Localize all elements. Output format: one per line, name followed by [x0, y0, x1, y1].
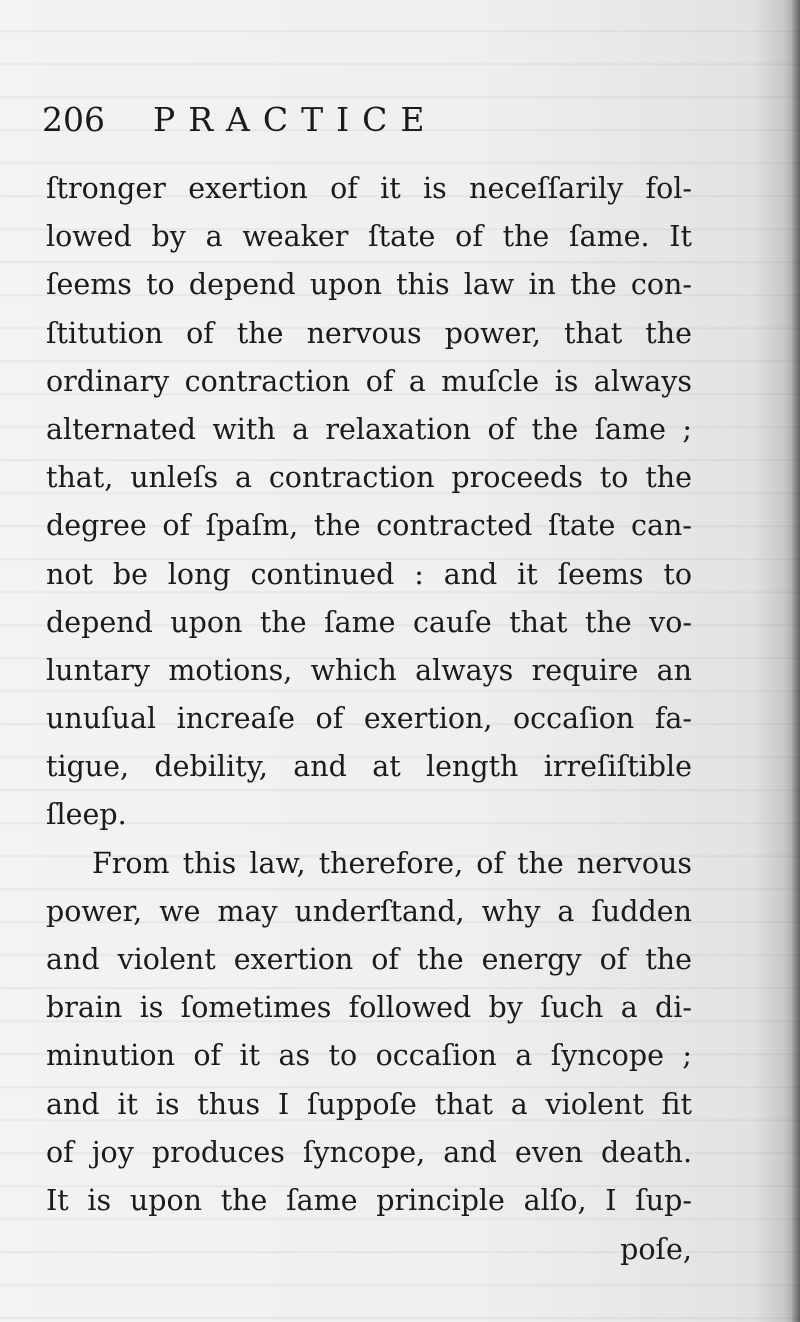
text-line: tigue, debility, and at length irreſiſtible — [46, 750, 692, 784]
text-line: power, we may underſtand, why a ſudden — [46, 894, 692, 928]
text-line: degree of ſpaſm, the contracted ſtate can- — [46, 509, 692, 543]
text-line: minution of it as to occaſion a ſyncope ; — [46, 1039, 692, 1073]
text-line: of joy produces ſyncope, and even death. — [46, 1135, 692, 1169]
text-line: that, unleſs a contraction proceeds to the — [46, 461, 692, 495]
page-number: 206 — [42, 100, 105, 139]
text-line: brain is ſometimes followed by ſuch a di- — [46, 991, 692, 1025]
text-line: and violent exertion of the energy of the — [46, 943, 692, 976]
text-line: alternated with a relaxation of the ſame ; — [46, 412, 692, 446]
text-line: unuſual increaſe of exertion, occaſion fa- — [46, 702, 692, 736]
body-text — [46, 165, 692, 1225]
text-line: ſtronger exertion of it is neceſſarily fol- — [46, 172, 692, 205]
text-line: and it is thus I ſuppoſe that a violent fit — [46, 1087, 692, 1121]
text-line: ſleep. — [46, 798, 127, 832]
text-line: ordinary contraction of a muſcle is always — [46, 364, 692, 398]
page-header — [42, 100, 438, 152]
text-line: not be long continued : and it ſeems to — [46, 557, 692, 591]
paragraph-first-line: From this law, therefore, of the nervous — [92, 846, 692, 880]
text-line: It is upon the ſame principle alſo, I ſup- — [46, 1183, 692, 1217]
catchword: poſe, — [620, 1233, 692, 1266]
page-edge-shadow — [792, 0, 800, 1322]
text-line: ſeems to depend upon this law in the con- — [46, 268, 692, 302]
text-line: lowed by a weaker ſtate of the ſame. It — [46, 220, 692, 254]
running-head: PRACTICE — [153, 100, 438, 139]
text-line: ſtitution of the nervous power, that the — [46, 316, 692, 350]
text-line: luntary motions, which always require an — [46, 653, 692, 687]
text-line: depend upon the ſame cauſe that the vo- — [46, 605, 692, 639]
